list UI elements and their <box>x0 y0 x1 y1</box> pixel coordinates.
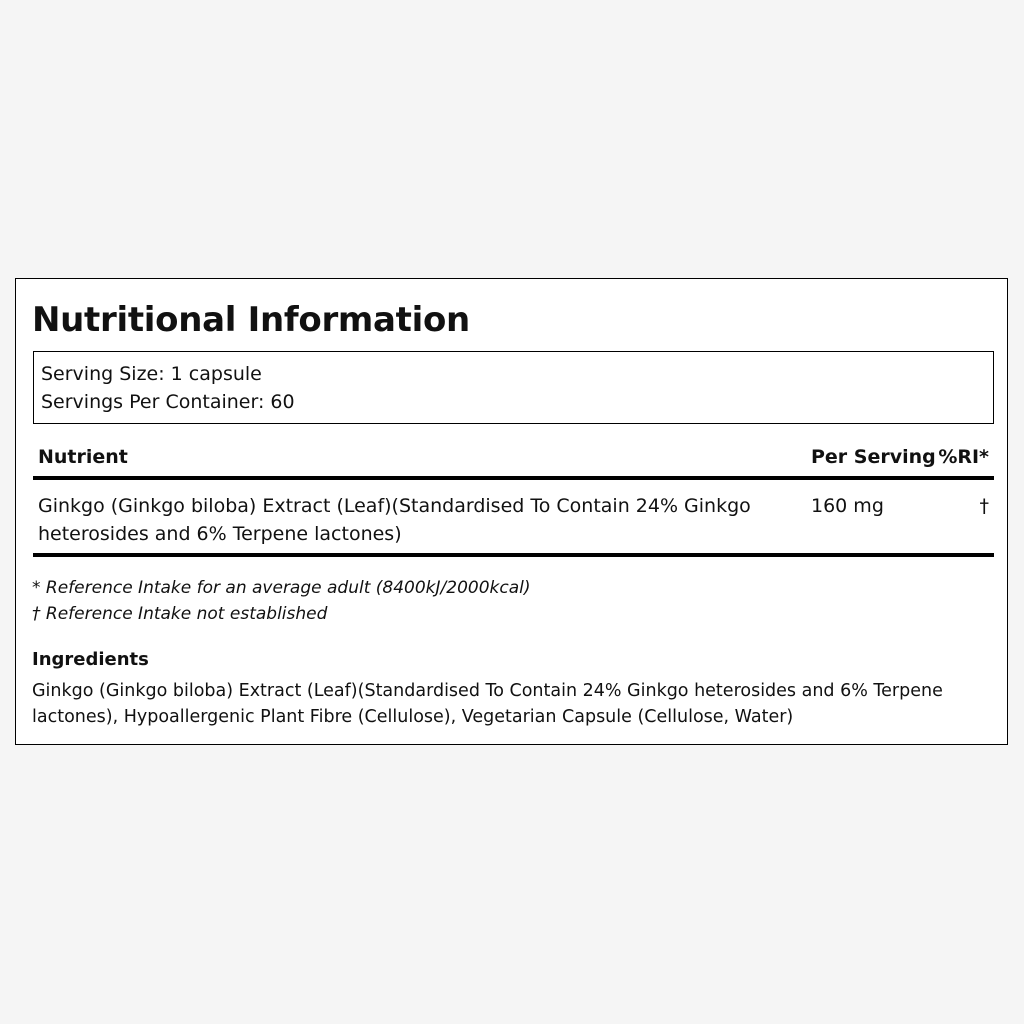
serving-size: Serving Size: 1 capsule <box>41 363 262 385</box>
nutrient-ri: † <box>979 495 989 517</box>
serving-info-box <box>33 351 994 424</box>
ingredients-heading: Ingredients <box>32 649 149 670</box>
footnote-not-established: † Reference Intake not established <box>32 604 328 624</box>
header-divider <box>33 476 994 480</box>
nutrition-panel <box>15 278 1008 745</box>
panel-title: Nutritional Information <box>32 300 470 340</box>
header-nutrient: Nutrient <box>38 446 128 468</box>
footnote-ri: * Reference Intake for an average adult (8400kJ/2000kcal) <box>32 578 531 598</box>
table-row <box>33 492 994 550</box>
table-bottom-divider <box>33 553 994 557</box>
nutrient-name: Ginkgo (Ginkgo biloba) Extract (Leaf)(Standardised To Contain 24% Ginkgo heterosides and 6% Terpene lactones) <box>38 495 751 545</box>
footnotes <box>32 575 531 627</box>
servings-per-container: Servings Per Container: 60 <box>41 391 295 413</box>
table-header <box>33 443 994 475</box>
ingredients-text: Ginkgo (Ginkgo biloba) Extract (Leaf)(Standardised To Contain 24% Ginkgo heterosides and 6% Terpene lactones), Hypoallergenic Plant Fibre (Cellulose), Vegetarian Capsule (Cellulose, Water) <box>32 681 943 727</box>
header-ri: %RI* <box>938 446 989 468</box>
header-per-serving: Per Serving <box>811 446 936 468</box>
nutrient-amount: 160 mg <box>811 495 884 517</box>
